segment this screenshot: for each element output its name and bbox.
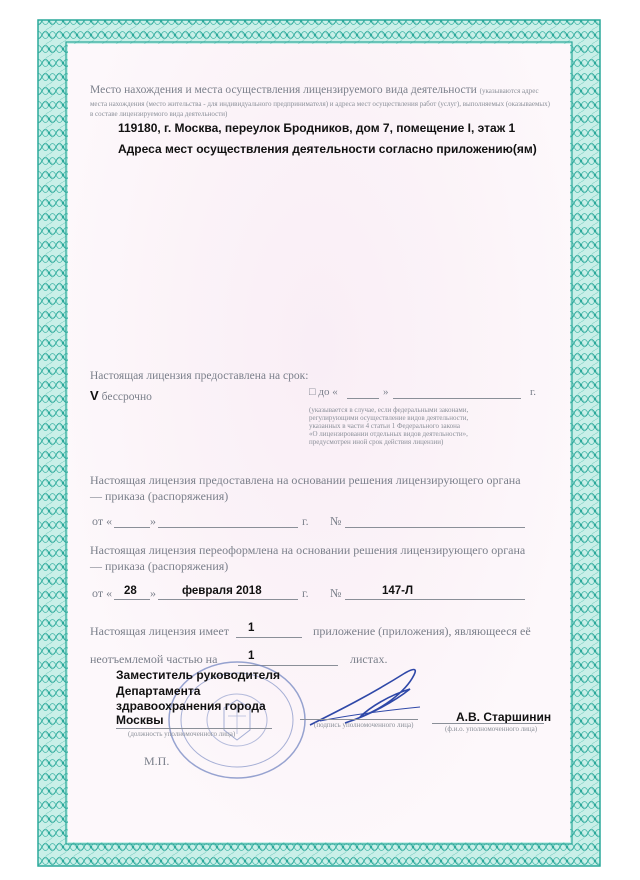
reissue-date: февраля 2018 <box>182 585 262 597</box>
signatory-position-1: Заместитель руководителя <box>116 668 280 682</box>
signatory-name: А.В. Старшинин <box>456 710 552 724</box>
reissue-line-2: — приказа (распоряжения) <box>90 559 229 573</box>
position-caption: (должность уполномоченного лица) <box>128 730 236 738</box>
name-caption: (ф.и.о. уполномоченного лица) <box>445 725 538 733</box>
location-note-2: в составе лицензируемого вида деятельности) <box>90 110 228 118</box>
reissue-number: 147-Л <box>382 585 414 597</box>
signatory-position-2: Департамента <box>116 684 201 698</box>
signatory-position-4: Москвы <box>116 713 164 727</box>
location-note: места нахождения (место жительства - для индивидуального предпринимателя) и адреса мест осуществления работ (услуг), выполняемых (оказываемых) <box>90 100 550 108</box>
indefinite-option <box>90 388 152 404</box>
signatory-position-3: здравоохранения города <box>116 699 266 713</box>
indefinite-label: бессрочно <box>101 391 152 403</box>
basis-line-1: Настоящая лицензия предоставлена на основании решения лицензирующего органа <box>90 473 521 487</box>
license-page: Место нахождения и места осуществления лицензируемого вида деятельности (указываются адрес места нахождения (место жительства - для индивидуального предпринимателя) и адреса мест осуществления работ (услуг), выполняемых (оказываемых) в составе лицензируемого вида деятельности) 119180, г. Москва, переулок Бродников, дом 7, помещение I, этаж 1 Адреса мест осуществления деятельности согласно приложению(ям) Настоящая лицензия предоставлена на срок: V бессрочно □ до « » г. (указывается в случае, если федеральными законами, регулирующими осуществление видов деятельности, указанных в части 4 статьи 1 Федерального закона «О лицензировании отдельных видов деятельности», предусмотрен иной срок действия лицензии) Настоящая лицензия предоставлена на основании решения лицензирующего органа — приказа (распоряжения) от « » г. № Настоящая лицензия переоформлена на основании решения лицензирующего органа — приказа (распоряжения) от « 28 » февраля 2018 г. № 147-Л Настоящая лицензия имеет 1 приложение (приложения), являющееся её неотъемлемой частью на 1 листах. Заместитель руководителя Департамента здравоохранения города Москвы (должность уполномоченного лица) (подпись уполномоченного лица) А.В. Старшинин (ф.и.о. уполномоченного лица) М.П. <box>0 0 640 880</box>
checkbox-icon: □ <box>309 386 316 398</box>
until-option: □ до « <box>309 386 338 398</box>
term-label: Настоящая лицензия предоставлена на срок: <box>90 370 309 382</box>
activity-places: Адреса мест осуществления деятельности согласно приложению(ям) <box>118 142 537 156</box>
location-heading: Место нахождения и места осуществления лицензируемого вида деятельности (указываются адрес <box>90 84 539 96</box>
address: 119180, г. Москва, переулок Бродников, дом 7, помещение I, этаж 1 <box>118 121 516 135</box>
seal-place-label: М.П. <box>144 754 170 768</box>
attachment-count: 1 <box>248 622 255 634</box>
reissue-day: 28 <box>124 585 137 597</box>
signature-caption: (подпись уполномоченного лица) <box>314 721 414 729</box>
basis-line-2: — приказа (распоряжения) <box>90 489 229 503</box>
attachment-sheets: 1 <box>248 650 255 662</box>
check-mark-icon: V <box>90 388 99 403</box>
reissue-line-1: Настоящая лицензия переоформлена на основании решения лицензирующего органа <box>90 543 526 557</box>
